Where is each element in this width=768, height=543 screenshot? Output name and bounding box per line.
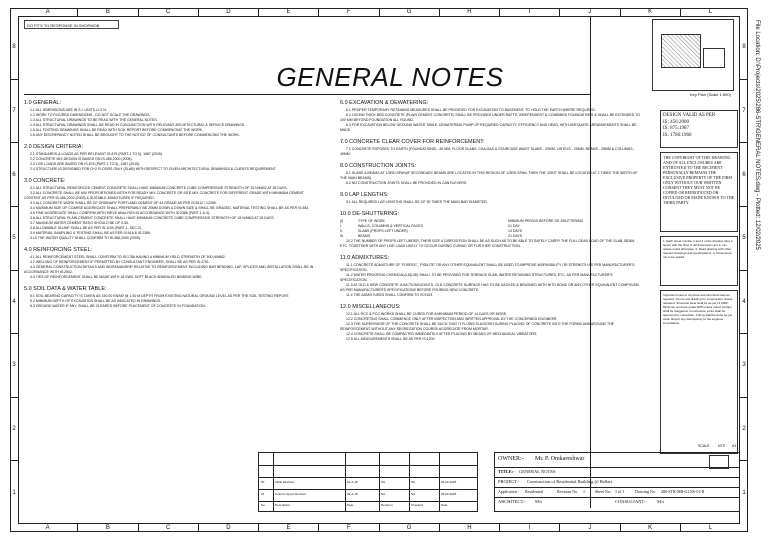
design-valid-line: IS: 1786:1966 [663,132,692,138]
grid-column-label: G [379,524,439,532]
file-path-text: File Location: D:\Projects\2025\286-STR\GENERAL NOTES.dwg - Plotted: 12/02/2025 [754,20,760,250]
revision-header: Checked [411,503,423,507]
note-line: 2.2 CONCRETE MIX DESIGN IS BASED ON IS-456,2000 (2005). [30,157,133,161]
section-heading: 9.0 LAP LENGTHS: [340,192,389,198]
scale-value: NTS [718,444,725,448]
table-cell: I. [340,224,342,228]
note-line: 3.10 THE WATER QUALITY SHALL CONFIRM TO IS-456,2000 (2005). [30,236,141,240]
grid-column-label: H [439,524,499,532]
note-line: 4.1 ALL REINFORCEMENT STEEL SHALL CONFORM TO IS:1786 HAVING A MINIMUM YIELD STRENGTH OF 500 N/MM2. [30,255,226,259]
grid-column-label: L [680,8,740,16]
row-grid-left [10,16,18,524]
grid-row-label: 2 [10,397,18,461]
note-line: 12.3 THE SUPERVISOR OF THE CONCRETE SHALL BE SUCH THAT IT FLOWS SLUGGISH DURING PLACING OF CONCRETE INTO THE FORMS AND AROUND THE REINFORCEMENT WITHOUT ANY SEGREGATION COURSE AGGREGATE FROM MORTAR. [340,322,614,331]
note-line: 4.4 TIES OF REINFORCEMENT SHALL BE MADE WITH 18 SWG SOFT BLACK ANNEALED BINDING WIRE. [30,275,203,279]
section-heading: 5.0 SOIL DATA & WATER TABLE: [24,286,107,292]
revision-cell: NA [381,480,386,484]
grid-column-label: L [680,524,740,532]
revision-cell: Column layout Revised [275,492,306,496]
notes-section [24,178,320,241]
grid-column-label: B [77,524,137,532]
grid-row-label: 3 [10,333,18,397]
note-line: 7.1 CONCRETE EXPOSED TO EARTH (FOUNDATIONS) - 50 MM, FLOOR SLABS, CHAJJAS & STAIRCASE WAIST SLABS - 20MM, LINTELS - 25MM, BEAMS - 25MM & COLUMNS - 40MM. [340,147,635,156]
drawing-title: GENERAL NOTES [519,469,556,474]
notes-section [24,247,320,280]
table-cell: 21 DAYS [508,234,523,238]
note-line: 12.1 ALL RCC & PCC WORKS SHALL BE CURED FOR A MINIMUM PERIOD OF 14 DAYS OR MORE. [346,312,508,316]
table-cell: WALLS, COLUMNS & VERTICAL FACES [358,224,423,228]
column-grid-top [18,8,740,16]
note-line: 1.2 WORK TO FIGURED DIMENSIONS - DO NOT SCALE THE DRAWINGS. [30,113,151,117]
grid-column-label: D [198,524,258,532]
note-line: 5.3 GROUND WATER IF ANY, SHALL BE CLEARED BEFORE PLACEMENT OF CONCRETE IN FOUNDATION. [30,304,206,308]
grid-row-label: 2 [740,397,748,461]
section-heading: 7.0 CONCRETE CLEAR COVER FOR REINFORCEMENT: [340,139,485,145]
notes-section [340,255,640,298]
revision-header: Revision [381,503,393,507]
column-grid-bottom [18,524,740,532]
grid-column-label: H [439,8,499,16]
note-line: 5.2 MINIMUM DEPTH OF EXCAVATION SHALL BE AS INDICATED IN DRAWINGS. [30,299,162,303]
grid-column-label: D [198,8,258,16]
revision-header: Description [275,503,291,507]
note-line: 3.6 ALL STRUCTURAL PLAIN CEMENT CONCRETE SHALL HAVE MINIMUM CONCRETE CUBE COMPRESSIVE STRENGTH OF 15 N/MM2 AT 28 DAYS. [30,216,275,220]
note-line: 6.3 FOR EXCAVATION BELOW GROUND WATER TABLE, DEWATERING PUMP OF REQUIRED CAPACITY, EFFICIENCY AND HEAD, WITH ADEQUATE ARRANGEMENTS SHALL BE MADE. [340,123,637,132]
revision-header: No. [261,503,266,507]
revision-header: Date [347,503,354,507]
key-plan [652,19,734,91]
notes-section [340,304,640,342]
table-cell: III. [340,234,344,238]
note-line: 12.2 CONCRETING SHALL COMMENCE ONLY AFTER INSPECTION AND WRITTEN APPROVAL BY THE CONCERNED ENGINEER. [346,317,558,321]
note-line: 12.5 ALL MEASUREMENTS SHALL BE AS PER IS:1200. [346,337,436,341]
note-line: 1.3 ALL STRUCTURAL DRAWINGS TO BE READ WITH THE GENERAL NOTES. [30,118,158,122]
revision-cell: 01 [261,492,265,496]
note-line: 4.2 WELDING OF REINFORCEMENT IF PERMITTED BY CONSULTANT ENGINEER, SHALL BE AS PER IS:2751. [30,260,210,264]
table-cell: II. [340,229,343,233]
note-line: 2.3 LIVE LOADS ARE BASED ON IS-875 (PART-1 TO 5), 1987 (2015). [30,162,141,166]
notes-column-left [24,100,320,315]
title-underline [24,94,590,95]
file-path-strip [752,20,762,520]
page-title: GENERAL NOTES [276,62,504,92]
design-valid-line: IS: 456:2000 [663,119,689,125]
row-grid-right [740,16,748,524]
note-line: 1.5 ALL FOOTING DRAWINGS SHALL BE READ WITH SOIL REPORT BEFORE COMMENCING THE WORK. [30,128,203,132]
key-plan-label: Key Plan (Scale 1:500) [690,92,731,97]
grid-row-label: 1 [740,460,748,524]
title-label: TITLE:- [498,469,515,474]
sheet-label: Sheet No: [595,489,611,494]
note-line: 3.9 MATERIAL SAMPLING & TESTING SHALL BE AS PER IS:516 & IS:2386. [30,231,151,235]
design-valid-box [660,110,738,148]
note-line: 6.2 100 MM THICK BED CONCRETE (PLAIN CEMENT CONCRETE) SHALL BE PROVIDED UNDER RAFTS, INDEPENDENT & COMBINED FOUNDATIONS & SHALL BE EXTENDED TO 100 MM BEYOND FOUNDATION ALL ROUND. [340,113,640,122]
note-line: 1.1 ALL DIMENSIONS ARE IN S.I. UNITS U.O.N. [30,108,107,112]
table-header-cell: (I) [340,219,344,223]
note-line: 11.3 AT OLD & NEW CONCRETE JUNCTIONS/JOINTS, OLD CONCRETE SURFACE HAS TO BE HACKED & BRUSHED WITH NITO BOND OR ANY OTHER EQUIVALENT COMPOUND AS PER MANUFACTURER'S SPECIFICATIONS BEFORE POURING NEW CONCRETE. [340,283,640,292]
grid-column-label: C [138,524,198,532]
notes-section [340,211,640,249]
note-line: 3.5 FINE AGGREGATE SHALL CONFIRM WITH SIEVE ANALYSIS IN ACCORDANCE WITH IS:2386 (PART-1 & 4). [30,211,211,215]
grid-column-label: F [318,8,378,16]
grid-row-label: 6 [10,142,18,206]
notes-section [24,100,320,138]
grid-column-label: F [318,524,378,532]
revision-cell: Initial Revision [275,480,295,484]
notes-section [340,100,640,133]
grid-row-label: 4 [740,270,748,334]
key-plan-building [661,34,701,68]
consultant-label: CONSULTANT:- [615,499,647,504]
note-line: 10.2 THE NUMBER OF PROPS LEFT UNDER, THEIR SIZE & DISPOSITION SHALL BE AS SUCH AS TO BE ABLE TO SAFELY CARRY THE FULL DEAD LOAD OF THE SLAB, BEAM, ETC. TOGETHER WITH ANY LIVE LOAD LIKELY TO OCCUR DURING CURING OR FURTHER CONSTRUCTION. [340,239,636,248]
section-heading: 10.0 DE-SHUTTERING: [340,211,399,217]
grid-column-label: J [559,524,619,532]
grid-column-label: A [45,9,50,15]
note-line: 3.8 ALLOWABLE SLUMP SHALL BE AS PER IS:1199 (PART-1, SEC-2). [30,226,143,230]
grid-column-label: K [620,524,680,532]
revision-cell: 00 [261,480,265,484]
revision-cell: 25-02-2025 [441,480,457,484]
grid-column-label: C [138,8,198,16]
note-line: 3.3 ALL CONCRETE WORK SHALL BE OF ORDINARY PORTLAND CEMENT OF 43 GRADE AS PER IS:8112 / 12269. [30,201,217,205]
design-valid-line: DESIGN VALID AS PER [663,113,716,118]
key-plan-annex [703,48,725,68]
note-line: 9.1 ALL REQUIRED LAP LENGTHS SHALL BE OF 50 TIMES THE MAIN BAR DIAMETER. [346,200,488,204]
section-heading: 2.0 DESIGN CRITERIA: [24,144,83,150]
grid-column-label: I [499,524,559,532]
side-notes-primary: 1. Each sheet number 1 and 2 of the drawing refer a layout with the final. 2. All dimensions are in mm unless noted otherwise. 3. Read drawing with other relevant drawings and specifications. 4. Dimensions not to be scaled. [660,236,738,286]
grid-row-label: 3 [740,333,748,397]
revision-table [258,452,478,512]
table-header-cell: TYPE OF WORK [358,219,385,223]
title-block-area [258,444,740,512]
revision-cell: 02-A-18 [347,480,358,484]
note-line: 6.1 PROPER TEMPORARY RETAINING MEASURES SHALL BE PROVIDED FOR EXCAVATION TO BASEMENT, TO HOLD THE EARTH WHERE REQUIRED. [346,108,596,112]
sheet-value: 1 of 1 [615,489,625,494]
owner-label: OWNER:- [498,456,524,462]
notes-section [24,286,320,309]
notes-section [340,163,640,186]
revision-cell: 25-02-2025 [441,492,457,496]
architect-label: ARCHITECT:- [498,499,526,504]
table-header-cell: MINIMUM PERIOD BEFORE DE-SHUTTERING [508,219,584,223]
note-line: 1.6 ANY DISCREPANCY NOTED SHALL BE BROUGHT TO THE NOTICE OF CONSULTANTS BEFORE COMMENCING THE WORK. [30,133,240,137]
note-line: 3.1 ALL STRUCTURAL REINFORCED CEMENT CONCRETE SHALL HAVE MINIMUM CONCRETE CUBE COMPRESSIVE STRENGTH OF 25 N/MM2 AT 28 DAYS. [30,186,288,190]
grid-row-label: 5 [10,206,18,270]
drawing-no-label: Drawing No. [635,489,656,494]
approval-stamp: DO FITS TO RESPONSE IN SHOPMOB [24,20,119,29]
section-heading: 3.0 CONCRETE: [24,178,66,184]
grid-row-label: 5 [740,206,748,270]
note-line: 5.1 SOIL BEARING CAPACITY IS TAKEN AS 150.00 KN/M2 @ 1.50 M DEPTH FROM EXISTING NATURAL GROUND LEVEL AS PER THE SOIL TESTING REPORT. [30,294,290,298]
notes-section [340,139,640,157]
notes-section [340,192,640,205]
architect-value: M/s [535,499,543,504]
note-line: 3.4 MAXIMUM SIZE OF COARSE AGGREGATE SHALL PREFERABLY BE 20MM DOWN & DOWN SIZE & SHALL BE GRADED, MATERIAL TESTING SHALL BE AS PER IS:383. [30,206,310,210]
table-cell: SLABS (PROPS LEFT UNDER) [358,229,408,233]
note-line: 1.4 ALL STRUCTURAL DRAWINGS SHALL BE READ IN CONJUNCTION WITH RELEVANT ARCHITECTURAL & SERVICE DRAWINGS. [30,123,246,127]
grid-column-label: K [620,8,680,16]
grid-row-label: 4 [10,270,18,334]
note-line: 3.2 ALL CONCRETE SHALL BE MIX PROPORTIONED BOTH FOR READY MIX CONCRETE OR SITE-MIX CONCRETE FOR DIFFERENT GRADE WITH MINIMUM CEMENT CONTENT AS PER IS-456,2000 (2005) & SUITABLE ADMIXTURES IF REQUIRED. [24,191,304,200]
grid-row-label: 7 [10,79,18,143]
note-line: 8.2 NO CONSTRUCTION JOINTS SHALL BE PROVIDED IN CANTILEVERS. [346,181,468,185]
title-block [494,452,740,512]
note-line: 2.4 STRUCTURE IS DESIGNED FOR G+2 FLOORS ONLY (SLAB) WITH RESPECT TO GIVEN ARCHITECTURAL DRAWINGS & CLIENTS REQUIREMENT. [30,167,277,171]
revision-header: Date [441,503,448,507]
table-cell: 14 DAYS [508,229,523,233]
note-line: 2.1 STANDARDS & LOADS AS PER RELEVANT IS-875 (PART-1 TO 5), 1987 (2015). [30,152,163,156]
grid-column-label: E [258,524,318,532]
section-heading: 4.0 REINFORCING STEEL: [24,247,93,253]
section-heading: 1.0 GENERAL: [24,100,61,106]
note-line: 3.7 MAXIMUM WATER CEMENT RATIO SHOULD BE OF 0.45. [30,221,129,225]
revision-label: Revision No. [557,489,579,494]
note-line: 8.1 SLABS & BEAMS AT 1/3RD SPAN(IF SECONDARY BEAMS ARE LOCATED IN THIS REGION OF 1/3RD SPAN, THEN THE JOINT SHALL BE LOCATED AT 2 TIMES THE WIDTH OF THE MAIN BEAMS). [340,171,638,180]
drawing-no-value: 286-STR-MB-GLNS-01-R [661,489,705,494]
firm-logo [709,455,729,469]
note-line: 11.1 CONCRETE ADMIXTURE OF 'FOSROC', 'PIDILITE' OR ANY OTHER EQUIVALENT SHALL BE USED TO IMPROVE WORKABILITY OR STRENGTH AS PER MANUFACTURER'S SPECIFICATION. [340,263,635,272]
grid-column-label: I [499,8,559,16]
section-heading: 11.0 ADMIXTURES: [340,255,390,261]
notes-section [24,144,320,172]
revision-value: 1 [583,489,585,494]
table-cell: 01 DAY [508,224,520,228]
grid-column-label: J [559,8,619,16]
owner-name: Mr. P. Omkareshwar [535,456,585,462]
application-value: Residential [525,489,543,494]
note-line: 11.2 WATER PROOFING CHEMICAL(LIQUID) SHALL TO BE PROVIDED FOR TERRACE SLAB, WATER RETAINING STRUCTURES, ETC. AS PER MANUFACTURER'S SPECIFICATION. [340,273,613,282]
grid-column-label: G [379,8,439,16]
revision-cell: 02-A-18 [347,492,358,496]
application-label: Application - [498,489,520,494]
section-heading: 8.0 CONSTRUCTION JOINTS: [340,163,417,169]
grid-row-label: 7 [740,79,748,143]
grid-column-label: B [77,8,137,16]
table-cell: BEAMS [358,234,371,238]
side-notes-secondary: Important notes to concrete and structural steel as required. Do not use drawing for construction unless released. Structural steel shall be as per IS 2062. Minimum concrete grade M25 unless noted. All laps shall be staggered. Construction joints shall be approved by consultant. Curing shall be done as per code. Report any discrepancy to the engineer immediately. [660,290,738,454]
project-name: Construction of Residential Building @ Bellari. [527,479,614,484]
note-line: 4.3 GENERAL CONSTRUCTION DETAILS AND WORKMANSHIP RELATIVE TO REINFORCEMENT INCLUDING BAR BENDING, LAP, SPLICES AND INSTALLATION SHALL BE IN ACCORDANCE WITH IS:2502. [24,265,314,274]
grid-row-label: 8 [742,44,746,51]
note-line: 12.4 CONCRETE SHALL BE COMPACTED IMMEDIATELY AFTER PLACING BY MEANS OF MECHANICAL VIBRATORS. [346,332,538,336]
scale-label: SCALE [698,444,710,448]
copyright-notice: THE COPYRIGHT OF THIS DRAWING AND OF ALL ENCLOSURES ARE ENTRUSTED TO THE RECIPIENT PERSONALLY REMAINS THE EXCLUSIVE PROPERTY OF THE FIRM ONLY WITHOUT OUR WRITTEN CONSENT THEY MUST NOT BE COPIED OR REPRODUCED OR DIVULGED OR MADE KNOWN TO THE THIRD PARTY. [660,152,738,232]
grid-column-label: A [45,525,50,531]
notes-column-right [340,100,640,348]
section-heading: 12.0 MISCELLANEOUS: [340,304,401,310]
grid-row-label: 6 [740,142,748,206]
revision-cell: NA [411,492,416,496]
grid-column-label: E [258,8,318,16]
consultant-value: M/s [657,499,665,504]
revision-cell: NA [411,480,416,484]
project-label: PROJECT:- [498,479,520,484]
revision-cell: NA [381,492,386,496]
grid-row-label: 1 [10,460,18,524]
design-valid-line: IS: 875:1987 [663,126,689,131]
sheet-size: A3 [732,444,737,448]
note-line: 11.4 THE ADMIXTURES SHALL CONFIRM TO IS:9103. [346,293,434,297]
section-heading: 6.0 EXCAVATION & DEWATERING: [340,100,429,106]
grid-row-label: 8 [12,44,16,51]
